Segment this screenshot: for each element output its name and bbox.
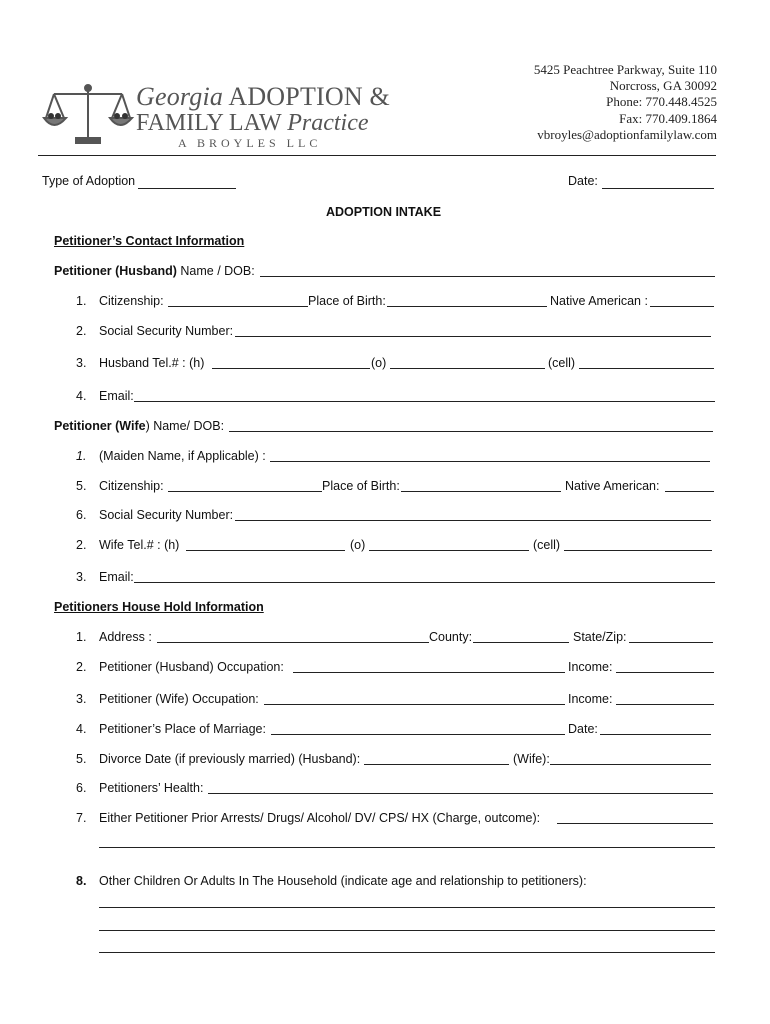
husband-occupation-field[interactable] bbox=[293, 672, 565, 673]
wife-native-label: Native American: bbox=[565, 479, 660, 493]
divorce-husband-field[interactable] bbox=[364, 764, 509, 765]
wife-native-field[interactable] bbox=[665, 491, 714, 492]
address-email: vbroyles@adoptionfamilylaw.com bbox=[537, 126, 717, 142]
wife-name-label: Petitioner (Wife) Name/ DOB: bbox=[54, 419, 225, 433]
item-number: 8. bbox=[76, 874, 87, 888]
wife-birth-field[interactable] bbox=[401, 491, 561, 492]
husband-email-field[interactable] bbox=[134, 401, 715, 402]
wife-tel-label: Wife Tel.# : (h) bbox=[99, 538, 180, 552]
marriage-place-label: Petitioner’s Place of Marriage: bbox=[99, 722, 266, 736]
item-number: 1. bbox=[76, 630, 87, 644]
arrests-field-continued[interactable] bbox=[99, 847, 715, 848]
address-city: Norcross, GA 30092 bbox=[609, 78, 717, 94]
item-number: 6. bbox=[76, 781, 87, 795]
husband-birth-field[interactable] bbox=[387, 306, 547, 307]
address-phone: Phone: 770.448.4525 bbox=[606, 94, 717, 110]
wife-income-field[interactable] bbox=[616, 704, 714, 705]
item-number: 1. bbox=[76, 449, 87, 463]
type-of-adoption-label: Type of Adoption bbox=[42, 174, 136, 188]
type-of-adoption-field[interactable] bbox=[138, 188, 236, 189]
item-number: 1. bbox=[76, 294, 87, 308]
wife-tel-office-label: (o) bbox=[350, 538, 366, 552]
household-members-field-1[interactable] bbox=[99, 907, 715, 908]
husband-tel-cell-label: (cell) bbox=[548, 356, 576, 370]
item-number: 2. bbox=[76, 660, 87, 674]
item-number: 4. bbox=[76, 389, 87, 403]
address-field[interactable] bbox=[157, 642, 429, 643]
health-field[interactable] bbox=[208, 793, 713, 794]
item-number: 5. bbox=[76, 479, 87, 493]
wife-citizenship-label: Citizenship: bbox=[99, 479, 164, 493]
logo-line-2: FAMILY LAW Practice bbox=[136, 110, 369, 136]
arrests-field[interactable] bbox=[557, 823, 713, 824]
logo-line-1: Georgia ADOPTION & bbox=[136, 82, 390, 111]
wife-email-field[interactable] bbox=[134, 582, 715, 583]
date-label: Date: bbox=[568, 174, 598, 188]
form-title: ADOPTION INTAKE bbox=[326, 205, 442, 219]
husband-ssn-label: Social Security Number: bbox=[99, 324, 234, 338]
household-members-label: Other Children Or Adults In The Household (indicate age and relationship to petitioners): bbox=[99, 874, 587, 888]
header-divider bbox=[38, 155, 716, 156]
husband-name-label: Petitioner (Husband) Name / DOB: bbox=[54, 264, 255, 278]
husband-native-field[interactable] bbox=[650, 306, 714, 307]
section-contact-info: Petitioner’s Contact Information bbox=[54, 234, 245, 248]
item-number: 3. bbox=[76, 570, 87, 584]
household-members-field-3[interactable] bbox=[99, 952, 715, 953]
wife-tel-cell-label: (cell) bbox=[533, 538, 561, 552]
section-household-info: Petitioners House Hold Information bbox=[54, 600, 264, 614]
scales-of-justice-icon bbox=[40, 82, 136, 146]
husband-tel-office-label: (o) bbox=[371, 356, 387, 370]
wife-tel-office-field[interactable] bbox=[369, 550, 529, 551]
household-members-field-2[interactable] bbox=[99, 930, 715, 931]
husband-birth-label: Place of Birth: bbox=[308, 294, 386, 308]
husband-citizenship-label: Citizenship: bbox=[99, 294, 164, 308]
husband-tel-office-field[interactable] bbox=[390, 368, 545, 369]
item-number: 6. bbox=[76, 508, 87, 522]
wife-name-field[interactable] bbox=[229, 431, 713, 432]
divorce-wife-field[interactable] bbox=[550, 764, 711, 765]
wife-maiden-label: (Maiden Name, if Applicable) : bbox=[99, 449, 266, 463]
wife-income-label: Income: bbox=[568, 692, 613, 706]
firm-address bbox=[534, 62, 717, 143]
marriage-date-field[interactable] bbox=[600, 734, 711, 735]
wife-occupation-field[interactable] bbox=[264, 704, 565, 705]
arrests-label: Either Petitioner Prior Arrests/ Drugs/ Alcohol/ DV/ CPS/ HX (Charge, outcome): bbox=[99, 811, 541, 825]
state-zip-label: State/Zip: bbox=[573, 630, 627, 644]
husband-occupation-label: Petitioner (Husband) Occupation: bbox=[99, 660, 284, 674]
wife-tel-home-field[interactable] bbox=[186, 550, 345, 551]
address-street: 5425 Peachtree Parkway, Suite 110 bbox=[533, 62, 717, 77]
wife-occupation-label: Petitioner (Wife) Occupation: bbox=[99, 692, 259, 706]
county-field[interactable] bbox=[473, 642, 569, 643]
divorce-wife-label: (Wife): bbox=[513, 752, 550, 766]
wife-citizenship-field[interactable] bbox=[168, 491, 322, 492]
marriage-place-field[interactable] bbox=[271, 734, 565, 735]
item-number: 3. bbox=[76, 692, 87, 706]
wife-tel-cell-field[interactable] bbox=[564, 550, 712, 551]
husband-ssn-field[interactable] bbox=[235, 336, 711, 337]
husband-citizenship-field[interactable] bbox=[168, 306, 308, 307]
state-zip-field[interactable] bbox=[629, 642, 713, 643]
husband-name-field[interactable] bbox=[260, 276, 715, 277]
item-number: 2. bbox=[76, 324, 87, 338]
item-number: 2. bbox=[76, 538, 87, 552]
wife-email-label: Email: bbox=[99, 570, 134, 584]
divorce-date-label: Divorce Date (if previously married) (Husband): bbox=[99, 752, 361, 766]
husband-income-field[interactable] bbox=[616, 672, 714, 673]
wife-birth-label: Place of Birth: bbox=[322, 479, 400, 493]
wife-ssn-field[interactable] bbox=[235, 520, 711, 521]
item-number: 5. bbox=[76, 752, 87, 766]
address-fax: Fax: 770.409.1864 bbox=[619, 110, 717, 126]
wife-ssn-label: Social Security Number: bbox=[99, 508, 234, 522]
item-number: 3. bbox=[76, 356, 87, 370]
husband-tel-home-field[interactable] bbox=[212, 368, 370, 369]
item-number: 4. bbox=[76, 722, 87, 736]
marriage-date-label: Date: bbox=[568, 722, 598, 736]
firm-logo bbox=[40, 80, 390, 150]
date-field[interactable] bbox=[602, 188, 714, 189]
health-label: Petitioners’ Health: bbox=[99, 781, 204, 795]
husband-native-label: Native American : bbox=[550, 294, 648, 308]
address-label: Address : bbox=[99, 630, 152, 644]
county-label: County: bbox=[429, 630, 473, 644]
husband-tel-label: Husband Tel.# : (h) bbox=[99, 356, 205, 370]
wife-maiden-field[interactable] bbox=[270, 461, 710, 462]
logo-line-3: A BROYLES LLC bbox=[178, 136, 322, 150]
husband-tel-cell-field[interactable] bbox=[579, 368, 714, 369]
husband-income-label: Income: bbox=[568, 660, 613, 674]
husband-email-label: Email: bbox=[99, 389, 134, 403]
item-number: 7. bbox=[76, 811, 87, 825]
